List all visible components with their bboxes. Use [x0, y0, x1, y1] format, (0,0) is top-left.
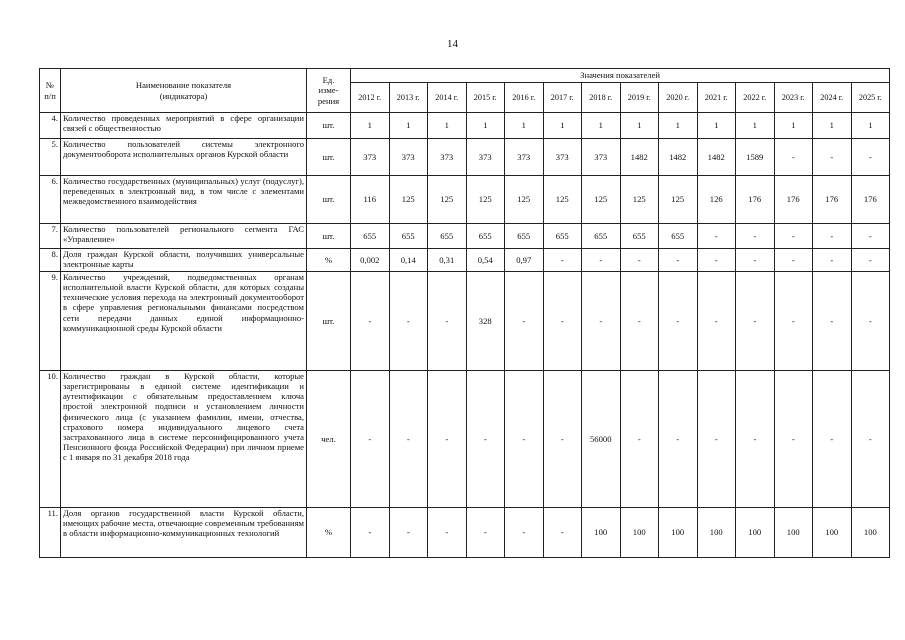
row-number: 8. — [40, 249, 61, 272]
value-cell: - — [736, 371, 775, 508]
header-year: 2022 г. — [736, 83, 775, 113]
value-cell: 0,14 — [389, 249, 428, 272]
table-row — [40, 176, 890, 224]
row-number: 10. — [40, 371, 61, 508]
value-cell: 1 — [428, 113, 467, 139]
value-cell: 100 — [582, 508, 621, 558]
value-cell: - — [505, 371, 544, 508]
value-cell: 176 — [813, 176, 852, 224]
header-year: 2023 г. — [774, 83, 813, 113]
value-cell: - — [813, 224, 852, 249]
value-cell: 655 — [505, 224, 544, 249]
indicator-name: Количество государственных (муниципальных) услуг (подуслуг), переведенных в электронный вид, в том числе с элементами межведомственного взаимодействия — [61, 176, 307, 224]
value-cell: - — [736, 272, 775, 371]
row-number: 5. — [40, 139, 61, 176]
value-cell: 126 — [697, 176, 736, 224]
value-cell: 125 — [505, 176, 544, 224]
value-cell: 0,54 — [466, 249, 505, 272]
header-num: № п/п — [40, 69, 61, 113]
value-cell: 1 — [389, 113, 428, 139]
header-year: 2017 г. — [543, 83, 582, 113]
value-cell: 100 — [851, 508, 890, 558]
value-cell: 176 — [851, 176, 890, 224]
value-cell: - — [697, 249, 736, 272]
value-cell: 1 — [582, 113, 621, 139]
value-cell: - — [582, 249, 621, 272]
table-header — [40, 69, 890, 113]
value-cell: 1 — [659, 113, 698, 139]
unit-cell: % — [307, 249, 351, 272]
table-row — [40, 139, 890, 176]
value-cell: 100 — [736, 508, 775, 558]
row-number: 4. — [40, 113, 61, 139]
value-cell: 1 — [813, 113, 852, 139]
value-cell: 100 — [620, 508, 659, 558]
header-values-title: Значения показателей — [351, 69, 890, 83]
header-name: Наименование показателя (индикатора) — [61, 69, 307, 113]
value-cell: 655 — [466, 224, 505, 249]
table-row — [40, 224, 890, 249]
value-cell: - — [505, 508, 544, 558]
value-cell: - — [351, 272, 390, 371]
header-year: 2019 г. — [620, 83, 659, 113]
value-cell: - — [620, 371, 659, 508]
value-cell: 373 — [389, 139, 428, 176]
indicator-name: Количество учреждений, подведомственных органам исполнительной власти Курской области, для которых созданы технические условия перехода на электронный документооборот в сфере управления региональными финансами посредством сети передачи данных единой информационно-коммуникационной среды Курской области — [61, 272, 307, 371]
header-year: 2024 г. — [813, 83, 852, 113]
header-year: 2020 г. — [659, 83, 698, 113]
unit-cell: шт. — [307, 272, 351, 371]
value-cell: 1 — [543, 113, 582, 139]
value-cell: 655 — [620, 224, 659, 249]
table-row — [40, 113, 890, 139]
value-cell: 1 — [851, 113, 890, 139]
value-cell: - — [851, 371, 890, 508]
value-cell: - — [697, 224, 736, 249]
value-cell: - — [543, 249, 582, 272]
value-cell: - — [351, 508, 390, 558]
indicator-name: Количество пользователей системы электронного документооборота исполнительных органов Курской области — [61, 139, 307, 176]
value-cell: - — [697, 272, 736, 371]
unit-cell: % — [307, 508, 351, 558]
value-cell: 373 — [351, 139, 390, 176]
unit-cell: шт. — [307, 224, 351, 249]
indicator-name: Количество пользователей регионального сегмента ГАС «Управление» — [61, 224, 307, 249]
value-cell: - — [851, 139, 890, 176]
table-row — [40, 508, 890, 558]
value-cell: 100 — [697, 508, 736, 558]
header-year: 2015 г. — [466, 83, 505, 113]
header-year: 2025 г. — [851, 83, 890, 113]
value-cell: - — [774, 249, 813, 272]
value-cell: - — [736, 224, 775, 249]
value-cell: 328 — [466, 272, 505, 371]
indicator-name: Количество граждан в Курской области, которые зарегистрированы в единой системе идентификации и аутентификации с обязательным предоставлением ключа простой электронной подписи и установлением личности физического лица (с указанием фамилии, имени, отчества, страхового номера индивидуального лицевого счета застрахованного лица в системе персонифицированного учета Пенсионного фонда Российской Федерации) при личном приеме с 1 января по 31 декабря 2018 года — [61, 371, 307, 508]
value-cell: - — [428, 272, 467, 371]
value-cell: 0,97 — [505, 249, 544, 272]
table-body — [40, 113, 890, 558]
unit-cell: чел. — [307, 371, 351, 508]
indicator-name: Доля граждан Курской области, получивших универсальные электронные карты — [61, 249, 307, 272]
value-cell: - — [659, 272, 698, 371]
value-cell: 0,31 — [428, 249, 467, 272]
row-number: 7. — [40, 224, 61, 249]
table-row — [40, 272, 890, 371]
value-cell: 1 — [620, 113, 659, 139]
value-cell: 125 — [659, 176, 698, 224]
value-cell: 373 — [428, 139, 467, 176]
value-cell: - — [466, 508, 505, 558]
value-cell: - — [851, 224, 890, 249]
table-row — [40, 249, 890, 272]
value-cell: - — [543, 272, 582, 371]
indicator-name: Доля органов государственной власти Курской области, имеющих рабочие места, отвечающие современным требованиям в области информационно-коммуникационных технологий — [61, 508, 307, 558]
header-unit: Ед. изме- рения — [307, 69, 351, 113]
value-cell: - — [813, 249, 852, 272]
value-cell: - — [505, 272, 544, 371]
value-cell: - — [351, 371, 390, 508]
value-cell: - — [774, 371, 813, 508]
value-cell: - — [774, 139, 813, 176]
value-cell: - — [851, 272, 890, 371]
value-cell: 655 — [389, 224, 428, 249]
value-cell: - — [659, 249, 698, 272]
value-cell: 116 — [351, 176, 390, 224]
value-cell: 125 — [543, 176, 582, 224]
table-row — [40, 371, 890, 508]
value-cell: 1589 — [736, 139, 775, 176]
value-cell: 1 — [774, 113, 813, 139]
value-cell: - — [428, 371, 467, 508]
header-year: 2018 г. — [582, 83, 621, 113]
value-cell: 0,002 — [351, 249, 390, 272]
value-cell: - — [543, 508, 582, 558]
value-cell: 125 — [428, 176, 467, 224]
value-cell: 373 — [543, 139, 582, 176]
unit-cell: шт. — [307, 139, 351, 176]
value-cell: - — [620, 272, 659, 371]
value-cell: 1482 — [659, 139, 698, 176]
value-cell: 1 — [736, 113, 775, 139]
value-cell: - — [813, 371, 852, 508]
value-cell: 176 — [774, 176, 813, 224]
value-cell: - — [659, 371, 698, 508]
value-cell: - — [851, 249, 890, 272]
header-year: 2013 г. — [389, 83, 428, 113]
value-cell: 1482 — [620, 139, 659, 176]
value-cell: 176 — [736, 176, 775, 224]
value-cell: - — [774, 224, 813, 249]
value-cell: 125 — [389, 176, 428, 224]
header-year: 2014 г. — [428, 83, 467, 113]
value-cell: - — [774, 272, 813, 371]
value-cell: - — [389, 371, 428, 508]
value-cell: - — [813, 272, 852, 371]
value-cell: - — [466, 371, 505, 508]
value-cell: 655 — [582, 224, 621, 249]
value-cell: - — [697, 371, 736, 508]
unit-cell: шт. — [307, 113, 351, 139]
value-cell: 655 — [543, 224, 582, 249]
indicator-name: Количество проведенных мероприятий в сфере организации связей с общественностью — [61, 113, 307, 139]
value-cell: 1 — [505, 113, 544, 139]
value-cell: 373 — [505, 139, 544, 176]
unit-cell: шт. — [307, 176, 351, 224]
row-number: 11. — [40, 508, 61, 558]
value-cell: 1482 — [697, 139, 736, 176]
value-cell: 1 — [466, 113, 505, 139]
value-cell: 125 — [620, 176, 659, 224]
value-cell: 125 — [582, 176, 621, 224]
value-cell: 1 — [697, 113, 736, 139]
header-year: 2021 г. — [697, 83, 736, 113]
value-cell: - — [582, 272, 621, 371]
value-cell: - — [620, 249, 659, 272]
value-cell: 373 — [582, 139, 621, 176]
value-cell: 100 — [813, 508, 852, 558]
value-cell: - — [389, 508, 428, 558]
value-cell: 56000 — [582, 371, 621, 508]
indicators-table — [39, 68, 890, 558]
value-cell: - — [389, 272, 428, 371]
page-number: 14 — [447, 38, 458, 50]
value-cell: 655 — [351, 224, 390, 249]
value-cell: 655 — [659, 224, 698, 249]
value-cell: - — [543, 371, 582, 508]
value-cell: 100 — [659, 508, 698, 558]
header-year: 2016 г. — [505, 83, 544, 113]
row-number: 6. — [40, 176, 61, 224]
value-cell: 125 — [466, 176, 505, 224]
value-cell: - — [813, 139, 852, 176]
value-cell: 655 — [428, 224, 467, 249]
header-year: 2012 г. — [351, 83, 390, 113]
row-number: 9. — [40, 272, 61, 371]
value-cell: - — [428, 508, 467, 558]
header-row-1 — [40, 69, 890, 83]
value-cell: 100 — [774, 508, 813, 558]
value-cell: - — [736, 249, 775, 272]
value-cell: 1 — [351, 113, 390, 139]
value-cell: 373 — [466, 139, 505, 176]
